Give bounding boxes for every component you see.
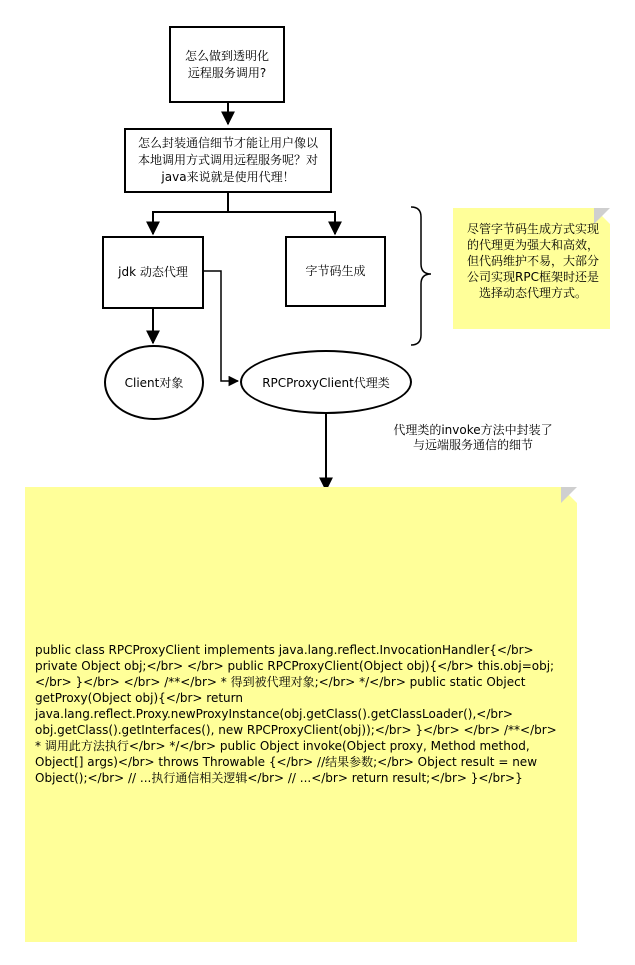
bytecode-note	[453, 208, 610, 329]
code-note-fold-shadow	[561, 487, 577, 503]
question-node	[169, 26, 285, 103]
bytecode-note-text: 尽管字节码生成方式实现的代理更为强大和高效，但代码维护不易，大部分公司实现RPC框架时还是选择动态代理方式。	[466, 222, 599, 300]
jdk-proxy-node	[102, 236, 204, 309]
question-text: 怎么做到透明化远程服务调用?	[184, 48, 269, 80]
invoke-label: 代理类的invoke方法中封装了与远端服务通信的细节	[393, 423, 553, 452]
rpc-proxy-client-text: RPCProxyClient代理类	[262, 375, 390, 390]
client-object-node	[104, 345, 204, 420]
encapsulate-node	[124, 128, 332, 193]
rpc-proxy-client-node	[240, 350, 412, 414]
code-text: public class RPCProxyClient implements java.lang.reflect.InvocationHandler{</br> private Object obj;</br> </br> public RPCProxyClient(Object obj){</br> this.obj=obj;</br> }</br> </br> /**</br> * 得到被代理对象;</br> */</br> public static Object getProxy(Object obj){</br> return java.lang.reflect.Proxy.newProxyInstance(obj.getClass().getClassLoader(),</br> obj.getClass().getInterfaces(), new RPCProxyClient(obj));</br> }</br> </br> /**</br> * 调用此方法执行</br> */</br> public Object invoke(Object proxy, Method method, Object[] args)</br> throws Throwable {</br> //结果参数;</br> Object result = new Object();</br> // ...执行通信相关逻辑</br> // ...</br> return result;</br> }</br>}	[35, 643, 557, 785]
encapsulate-text: 怎么封装通信细节才能让用户像以本地调用方式调用远程服务呢？对java来说就是使用代理！	[137, 136, 318, 184]
client-object-text: Client对象	[124, 376, 184, 390]
bytecode-text: 字节码生成	[305, 264, 366, 278]
code-note	[25, 487, 577, 942]
bytecode-node	[285, 236, 386, 307]
arrow-jdk-to-rpcproxy	[204, 271, 238, 381]
curly-brace	[411, 207, 431, 345]
arrow-encapsulate-to-bytecode	[228, 212, 335, 234]
jdk-proxy-text: jdk 动态代理	[118, 265, 188, 279]
arrow-encapsulate-to-jdk	[153, 193, 228, 234]
